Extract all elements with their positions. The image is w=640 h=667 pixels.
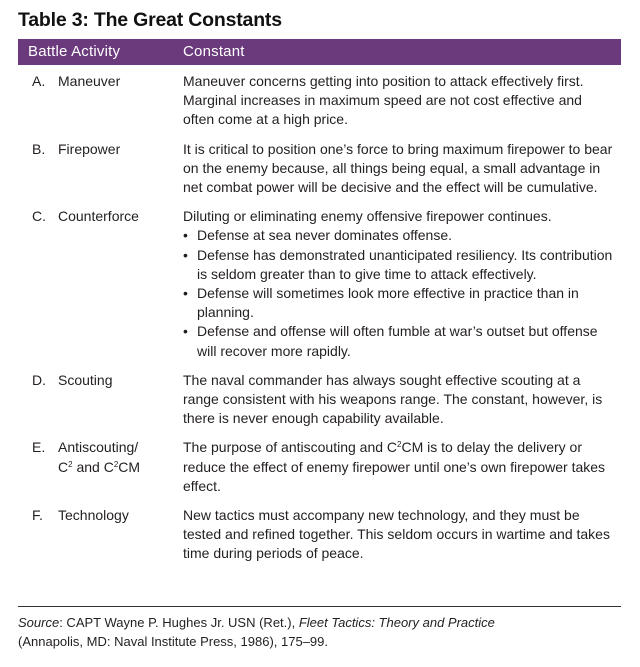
constant-sup: 2	[397, 440, 402, 450]
bullet-item: • Defense has demonstrated unanticipated resiliency. Its contribution is seldom greater than to give time to attack effectively.	[183, 246, 613, 284]
activity-cm: CM	[118, 458, 141, 475]
row-activity	[58, 438, 183, 496]
bullet-item: • Defense will sometimes look more effective in practice than in planning.	[183, 284, 613, 322]
source-label: Source	[18, 615, 60, 630]
activity-sup: 2	[68, 459, 73, 469]
row-letter: B.	[32, 140, 46, 157]
table-row	[18, 140, 621, 198]
divider	[18, 606, 621, 607]
activity-and: and C	[72, 458, 114, 475]
header-constant: Constant	[183, 43, 245, 60]
row-activity: Scouting	[58, 371, 113, 388]
bullet-list	[183, 226, 613, 360]
row-constant: The naval commander has always sought effective scouting at a range consistent with his weapons range. The constant, however, is there is never enough capability available.	[183, 371, 603, 427]
source-note	[18, 613, 621, 651]
source-publisher: (Annapolis, MD: Naval Institute Press, 1986), 175–99.	[18, 634, 328, 649]
constant-text-pre: The purpose of antiscouting and C	[183, 439, 398, 456]
row-letter: D.	[32, 371, 46, 388]
table-row	[18, 72, 621, 130]
constant-text-post: CM is to delay the delivery or reduce the effect of enemy firepower until one’s own firepower takes effect.	[183, 439, 606, 494]
row-activity: Firepower	[58, 140, 121, 157]
source-author: : CAPT Wayne P. Hughes Jr. USN (Ret.),	[59, 615, 299, 630]
table-row	[18, 371, 621, 429]
row-constant: It is critical to position one’s force to bring maximum firepower to bear on the enemy because, all things being equal, a small advantage in net combat power will be decisive and the effect will be cumulative.	[183, 140, 613, 196]
row-letter: C.	[32, 208, 46, 225]
header-battle-activity: Battle Activity	[28, 43, 121, 60]
table-row	[18, 207, 621, 361]
bullet-item: • Defense at sea never dominates offense.	[183, 226, 613, 245]
activity-sup: 2	[113, 459, 119, 469]
row-constant-intro: Diluting or eliminating enemy offensive firepower continues.	[183, 208, 552, 225]
row-constant	[183, 438, 621, 496]
row-letter: E.	[32, 439, 46, 456]
row-letter: A.	[32, 73, 46, 89]
row-constant: New tactics must accompany new technology, and they must be tested and refined together. This seldom occurs in wartime and takes time during periods of peace.	[183, 507, 610, 562]
constants-table	[18, 39, 621, 574]
bullet-item: • Defense and offense will often fumble at war’s outset but offense will recover more rapidly.	[183, 322, 613, 360]
activity-c: C	[58, 458, 69, 475]
row-letter: F.	[32, 507, 43, 524]
row-activity-line1: Antiscouting/	[58, 439, 139, 456]
source-book: Fleet Tactics: Theory and Practice	[298, 615, 495, 630]
row-activity: Technology	[58, 507, 129, 524]
table-title: Table 3: The Great Constants	[18, 9, 282, 31]
table-header	[18, 39, 621, 65]
row-activity: Maneuver	[58, 73, 121, 89]
row-activity: Counterforce	[58, 208, 139, 225]
row-constant: Maneuver concerns getting into position to attack effectively first. Marginal increases in maximum speed are not cost effective and often come at a high price.	[183, 73, 584, 128]
table-row	[18, 438, 621, 496]
row-constant	[183, 207, 621, 361]
table-row	[18, 506, 621, 564]
